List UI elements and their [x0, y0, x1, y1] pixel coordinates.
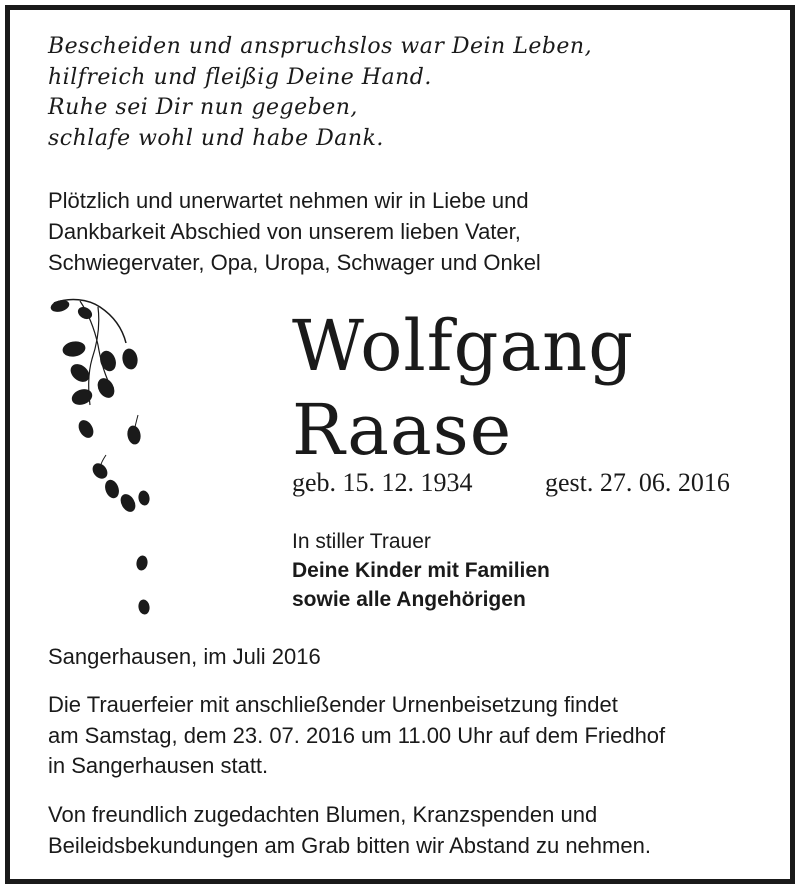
intro-line-3: Schwiegervater, Opa, Uropa, Schwager und Onkel: [48, 250, 541, 275]
donation-note: [48, 800, 651, 861]
poem-line-3: Ruhe sei Dir nun gegeben,: [48, 95, 358, 120]
poem: [48, 32, 592, 154]
death-date: gest. 27. 06. 2016: [545, 468, 730, 497]
mourners-heading: In stiller Trauer: [292, 530, 431, 553]
poem-line-2: hilfreich und fleißig Deine Hand.: [48, 64, 432, 90]
obituary-frame: [5, 5, 795, 884]
intro-line-2: Dankbarkeit Abschied von unserem lieben Vater,: [48, 219, 521, 244]
place-date: Sangerhausen, im Juli 2016: [48, 644, 321, 669]
intro-text: [48, 185, 541, 278]
funeral-line-1: Die Trauerfeier mit anschließender Urnenbeisetzung findet: [48, 692, 618, 717]
birth-date: geb. 15. 12. 1934: [292, 468, 473, 497]
note-line-2: Beileidsbekundungen am Grab bitten wir Abstand zu nehmen.: [48, 832, 651, 858]
deceased-last-name: Raase: [292, 389, 513, 471]
falling-leaves-icon: [40, 293, 150, 628]
deceased-first-name: Wolfgang: [292, 305, 635, 387]
note-line-1: Von freundlich zugedachten Blumen, Kranzspenden und: [48, 802, 598, 827]
mourners-block: [292, 527, 550, 614]
poem-line-1: Bescheiden und anspruchslos war Dein Leben,: [48, 34, 593, 59]
mourners-line-1: Deine Kinder mit Familien: [292, 559, 550, 582]
poem-line-4: schlafe wohl und habe Dank.: [48, 125, 384, 151]
funeral-line-2: am Samstag, dem 23. 07. 2016 um 11.00 Uhr auf dem Friedhof: [48, 722, 666, 748]
intro-line-1: Plötzlich und unerwartet nehmen wir in Liebe und: [48, 188, 529, 213]
mourners-line-2: sowie alle Angehörigen: [292, 588, 526, 611]
funeral-info: [48, 690, 665, 782]
funeral-line-3: in Sangerhausen statt.: [48, 753, 269, 778]
